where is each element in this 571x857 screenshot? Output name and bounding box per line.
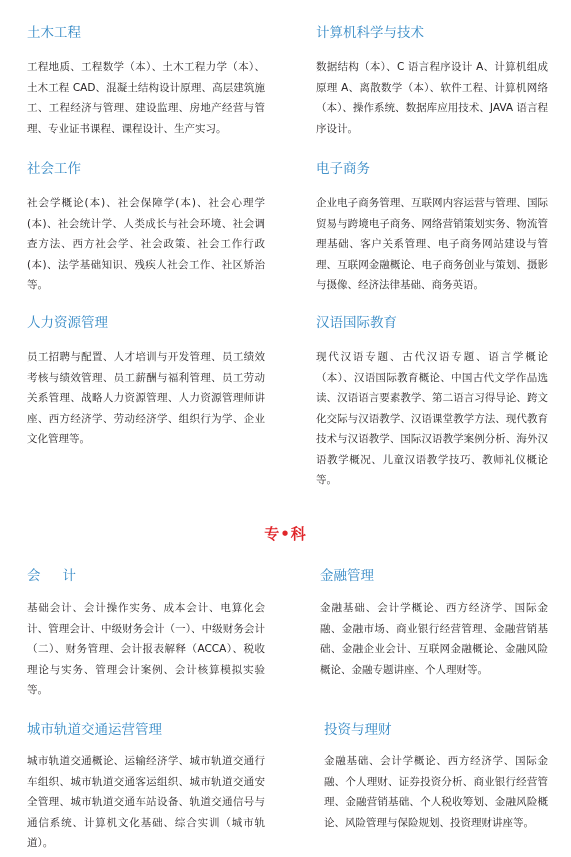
program-courses: 员工招聘与配置、人才培训与开发管理、员工绩效考核与绩效管理、员工薪酬与福利管理、员工劳动关系管理、战略人力资源管理、人力资源管理师讲座、西方经济学、劳动经济学、组织行为学、企业文化管理等。 [27,351,265,445]
program-investment-finance [324,721,548,833]
program-social-work [27,160,265,296]
program-urban-rail-transit [27,721,265,854]
program-courses: 金融基础、会计学概论、西方经济学、国际金融、金融市场、商业银行经营管理、金融营销基础、金融企业会计、互联网金融概论、金融风险概论、金融专题讲座、个人理财等。 [320,602,548,676]
program-title: 社会工作 [27,161,81,177]
program-courses: 社会学概论(本)、社会保障学(本)、社会心理学(本)、社会统计学、人类成长与社会环境、社会调查方法、西方社会学、社会政策、社会工作行政(本)、法学基础知识、残疾人社会工作、社区矫治等。 [27,197,265,291]
program-title: 土木工程 [27,25,81,41]
program-civil-engineering [27,24,265,139]
program-title: 电子商务 [316,161,370,177]
program-title: 会计 [27,568,98,584]
program-title: 城市轨道交通运营管理 [27,722,162,738]
program-title: 金融管理 [320,568,374,584]
program-courses: 金融基础、会计学概论、西方经济学、国际金融、个人理财、证券投资分析、商业银行经营管理、金融营销基础、个人税收筹划、金融风险概论、风险管理与保险规划、投资理财讲座等。 [324,755,548,829]
program-courses: 城市轨道交通概论、运输经济学、城市轨道交通行车组织、城市轨道交通客运组织、城市轨道交通安全管理、城市轨道交通车站设备、轨道交通信号与通信系统、计算机文化基础、综合实训（城市轨道）。 [27,755,265,849]
program-title: 计算机科学与技术 [316,25,424,41]
program-accounting [27,567,265,701]
program-computer-science [316,24,548,139]
program-finance [320,567,548,680]
program-e-commerce [316,160,548,296]
program-courses: 工程地质、工程数学（本）、土木工程力学（本）、土木工程 CAD、混凝土结构设计原理、高层建筑施工、工程经济与管理、建设监理、房地产经营与管理、专业证书课程、课程设计、生产实习。 [27,61,265,135]
program-courses: 数据结构（本）、C 语言程序设计 A、计算机组成原理 A、离散数学（本）、软件工程、计算机网络（本）、操作系统、数据库应用技术、JAVA 语言程序设计。 [316,61,548,135]
program-title: 汉语国际教育 [316,315,397,331]
program-title: 投资与理财 [324,722,392,738]
program-chinese-international-education [316,314,548,491]
program-human-resources [27,314,265,450]
program-courses: 企业电子商务管理、互联网内容运营与管理、国际贸易与跨境电子商务、网络营销策划实务、物流管理基础、客户关系管理、电子商务网站建设与管理、互联网金融概论、电子商务创业与策划、摄影与摄像、经济法律基础、商务英语。 [316,197,548,291]
section-heading-junior-college: 专•科 [264,525,307,543]
program-courses: 基础会计、会计操作实务、成本会计、电算化会计、管理会计、中级财务会计（一）、中级财务会计（二）、财务管理、会计报表解释（ACCA）、税收理论与实务、管理会计案例、会计核算模拟实验等。 [27,602,265,696]
program-courses: 现代汉语专题、古代汉语专题、语言学概论（本）、汉语国际教育概论、中国古代文学作品选读、汉语语言要素教学、第二语言习得导论、跨文化交际与汉语教学、汉语课堂教学方法、现代教育技术与汉语教学、国际汉语教学案例分析、海外汉语教学概况、儿童汉语教学技巧、教师礼仪概论等。 [316,351,548,486]
program-title: 人力资源管理 [27,315,108,331]
